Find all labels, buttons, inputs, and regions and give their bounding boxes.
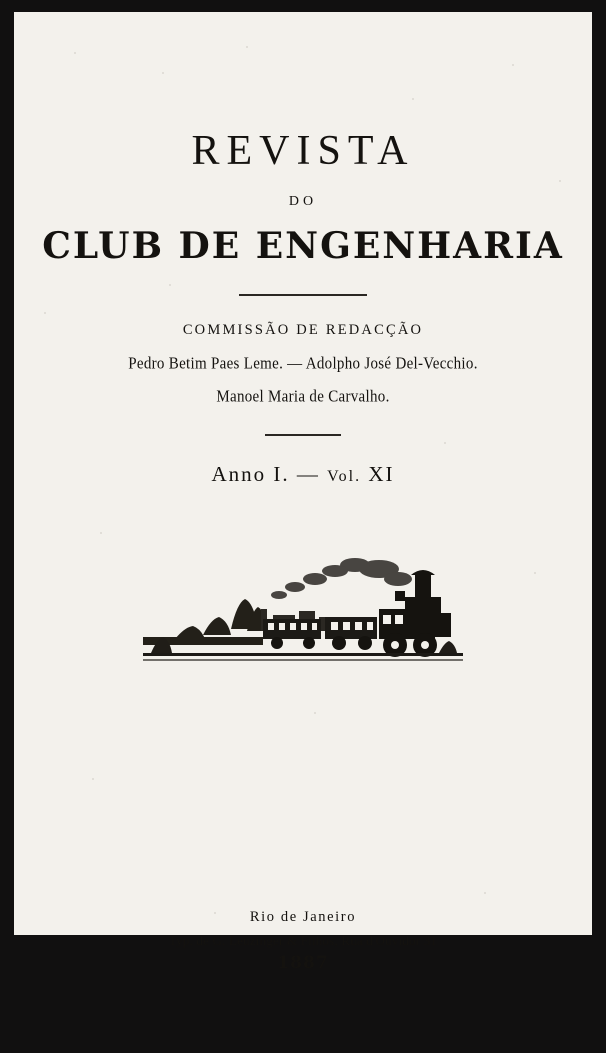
commission-label: COMMISSÃO DE REDACÇÃO: [182, 322, 424, 338]
paper-speckle: [412, 98, 414, 100]
volume-separator: —: [289, 462, 328, 486]
imprint-block: [14, 909, 592, 973]
steam-locomotive-icon: [143, 553, 463, 673]
locomotive-engraving-illustration: [143, 553, 463, 673]
page-subtitle: CLUB DE ENGENHARIA: [42, 225, 564, 267]
page-title: REVISTA: [191, 128, 415, 174]
divider-rule-middle: [265, 434, 341, 436]
paper-speckle: [246, 46, 248, 48]
book-cover-page: [14, 12, 592, 973]
imprint-printer: Typ. de G. Leuzinger & Filhos, Rua d'Ouvidor 31: [168, 933, 438, 948]
editor-line-1: Pedro Betim Paes Leme. — Adolpho José Del-Vecchio.: [128, 354, 478, 373]
imprint-city: Rio de Janeiro: [249, 909, 357, 925]
paper-speckle: [162, 72, 164, 74]
paper-speckle: [74, 52, 76, 54]
divider-rule-top: [239, 294, 367, 296]
volume-label: Vol.: [327, 468, 362, 485]
volume-statement: [14, 462, 592, 487]
editor-line-2: Manoel Maria de Carvalho.: [216, 387, 390, 406]
volume-number: XI: [361, 462, 395, 486]
paper-speckle: [512, 64, 514, 66]
title-connector: DO: [288, 194, 318, 209]
imprint-year: 1887: [277, 953, 329, 973]
volume-anno: Anno I.: [211, 462, 290, 486]
